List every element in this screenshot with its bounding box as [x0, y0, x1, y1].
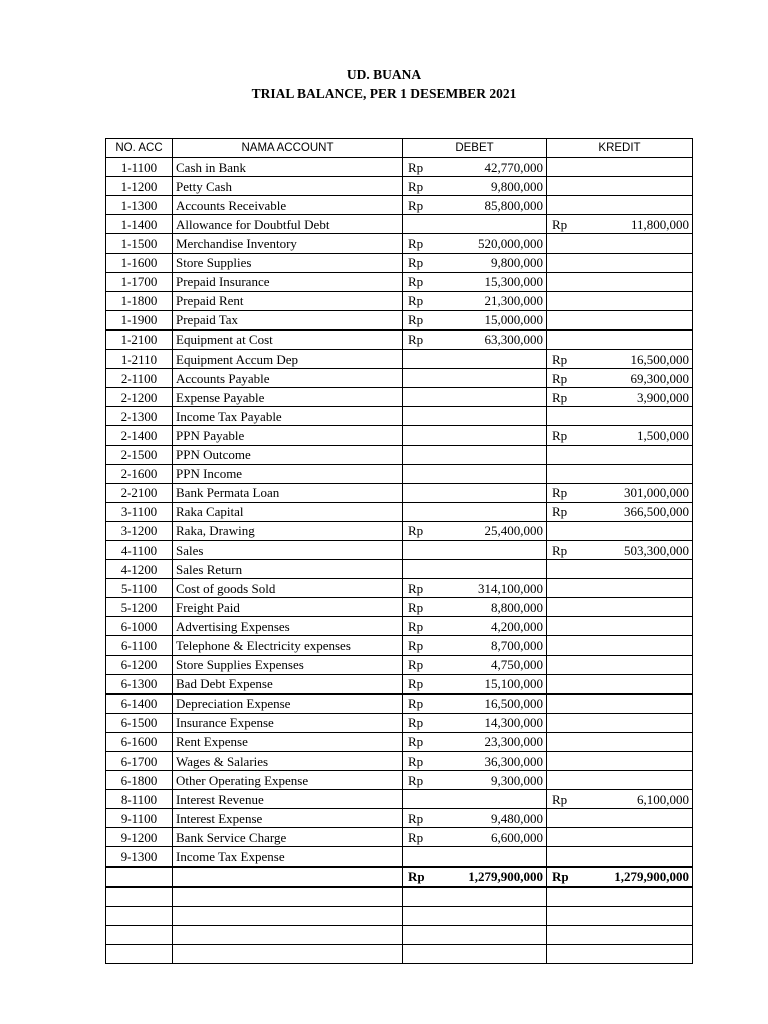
debet-amount: [436, 560, 547, 579]
table-row: [106, 598, 693, 617]
debet-currency: Rp: [403, 713, 436, 732]
debet-amount: 36,300,000: [436, 752, 547, 771]
debet-amount: 15,100,000: [436, 674, 547, 694]
table-row: [106, 388, 693, 407]
blank-cell: [403, 925, 547, 944]
kredit-currency: [547, 847, 580, 867]
table-row: [106, 771, 693, 790]
kredit-amount: [580, 272, 693, 291]
account-number: 6-1300: [106, 674, 173, 694]
debet-currency: Rp: [403, 196, 436, 215]
debet-amount: 85,800,000: [436, 196, 547, 215]
kredit-amount: 503,300,000: [580, 540, 693, 559]
kredit-amount: [580, 617, 693, 636]
account-name: Accounts Payable: [173, 369, 403, 388]
kredit-currency: [547, 445, 580, 464]
kredit-amount: [580, 694, 693, 714]
account-number: 1-2100: [106, 330, 173, 350]
report-title: TRIAL BALANCE, PER 1 DESEMBER 2021: [251, 86, 517, 101]
kredit-amount: [580, 407, 693, 426]
account-number: 1-2110: [106, 350, 173, 369]
table-row: [106, 828, 693, 847]
kredit-currency: [547, 464, 580, 483]
total-debet-currency: Rp: [403, 867, 436, 887]
table-row: [106, 291, 693, 310]
table-row: [106, 369, 693, 388]
account-name: Insurance Expense: [173, 713, 403, 732]
kredit-currency: Rp: [547, 540, 580, 559]
debet-currency: Rp: [403, 771, 436, 790]
header-debet: DEBET: [403, 139, 547, 158]
debet-amount: [436, 426, 547, 445]
table-row: [106, 502, 693, 521]
account-name: Accounts Receivable: [173, 196, 403, 215]
blank-cell: [106, 944, 173, 963]
kredit-amount: [580, 330, 693, 350]
table-row: [106, 540, 693, 559]
kredit-amount: [580, 253, 693, 272]
debet-amount: 4,750,000: [436, 655, 547, 674]
debet-amount: 25,400,000: [436, 521, 547, 540]
account-name: Freight Paid: [173, 598, 403, 617]
debet-currency: [403, 445, 436, 464]
account-name: Cash in Bank: [173, 158, 403, 177]
total-debet-amount: 1,279,900,000: [436, 867, 547, 887]
debet-amount: 9,800,000: [436, 253, 547, 272]
debet-currency: Rp: [403, 598, 436, 617]
table-row: [106, 196, 693, 215]
account-name: Interest Expense: [173, 809, 403, 828]
blank-row: [106, 944, 693, 963]
debet-amount: [436, 369, 547, 388]
debet-amount: 42,770,000: [436, 158, 547, 177]
table-row: [106, 732, 693, 751]
account-number: 6-1100: [106, 636, 173, 655]
blank-cell: [403, 887, 547, 907]
account-name: Sales: [173, 540, 403, 559]
kredit-amount: 366,500,000: [580, 502, 693, 521]
table-row: [106, 350, 693, 369]
kredit-currency: [547, 752, 580, 771]
blank-cell: [403, 944, 547, 963]
debet-currency: [403, 502, 436, 521]
trial-balance-table: [105, 138, 693, 964]
debet-currency: [403, 215, 436, 234]
kredit-currency: [547, 828, 580, 847]
kredit-currency: [547, 177, 580, 196]
kredit-currency: Rp: [547, 483, 580, 502]
kredit-amount: [580, 196, 693, 215]
account-name: Wages & Salaries: [173, 752, 403, 771]
kredit-currency: Rp: [547, 350, 580, 369]
account-name: Income Tax Payable: [173, 407, 403, 426]
account-name: Allowance for Doubtful Debt: [173, 215, 403, 234]
blank-cell: [106, 906, 173, 925]
table-row: [106, 445, 693, 464]
debet-currency: Rp: [403, 636, 436, 655]
account-name: Raka Capital: [173, 502, 403, 521]
account-number: 6-1700: [106, 752, 173, 771]
kredit-amount: [580, 752, 693, 771]
debet-amount: 14,300,000: [436, 713, 547, 732]
debet-currency: Rp: [403, 234, 436, 253]
total-blank-2: [173, 867, 403, 887]
account-name: Prepaid Rent: [173, 291, 403, 310]
kredit-currency: [547, 636, 580, 655]
table-row: [106, 234, 693, 253]
table-row: [106, 483, 693, 502]
debet-amount: 15,300,000: [436, 272, 547, 291]
debet-amount: 21,300,000: [436, 291, 547, 310]
kredit-amount: [580, 598, 693, 617]
kredit-currency: Rp: [547, 502, 580, 521]
account-number: 1-1500: [106, 234, 173, 253]
account-name: Other Operating Expense: [173, 771, 403, 790]
account-number: 4-1100: [106, 540, 173, 559]
table-row: [106, 655, 693, 674]
account-number: 5-1100: [106, 579, 173, 598]
account-name: PPN Income: [173, 464, 403, 483]
debet-currency: [403, 540, 436, 559]
debet-amount: [436, 388, 547, 407]
header-kredit: KREDIT: [547, 139, 693, 158]
account-name: Equipment at Cost: [173, 330, 403, 350]
account-number: 6-1200: [106, 655, 173, 674]
kredit-currency: [547, 598, 580, 617]
blank-cell: [547, 944, 693, 963]
account-name: Telephone & Electricity expenses: [173, 636, 403, 655]
debet-amount: 8,700,000: [436, 636, 547, 655]
account-number: 2-1500: [106, 445, 173, 464]
debet-currency: [403, 350, 436, 369]
kredit-amount: [580, 291, 693, 310]
account-number: 4-1200: [106, 560, 173, 579]
kredit-amount: 1,500,000: [580, 426, 693, 445]
account-number: 6-1600: [106, 732, 173, 751]
kredit-currency: [547, 655, 580, 674]
table-row: [106, 617, 693, 636]
kredit-currency: [547, 732, 580, 751]
account-name: Interest Revenue: [173, 790, 403, 809]
debet-currency: Rp: [403, 809, 436, 828]
account-number: 2-1100: [106, 369, 173, 388]
kredit-currency: [547, 310, 580, 330]
table-row: [106, 330, 693, 350]
debet-amount: [436, 847, 547, 867]
debet-currency: [403, 847, 436, 867]
debet-currency: Rp: [403, 253, 436, 272]
kredit-currency: [547, 196, 580, 215]
account-number: 6-1400: [106, 694, 173, 714]
debet-amount: 9,800,000: [436, 177, 547, 196]
kredit-currency: [547, 521, 580, 540]
table-row: [106, 809, 693, 828]
debet-currency: Rp: [403, 177, 436, 196]
account-name: Bank Permata Loan: [173, 483, 403, 502]
debet-amount: [436, 483, 547, 502]
table-row: [106, 158, 693, 177]
total-kredit-currency: Rp: [547, 867, 580, 887]
debet-amount: [436, 350, 547, 369]
account-number: 9-1100: [106, 809, 173, 828]
account-name: Advertising Expenses: [173, 617, 403, 636]
account-name: PPN Outcome: [173, 445, 403, 464]
debet-amount: 9,480,000: [436, 809, 547, 828]
account-name: Cost of goods Sold: [173, 579, 403, 598]
blank-cell: [106, 925, 173, 944]
blank-row: [106, 906, 693, 925]
kredit-amount: [580, 828, 693, 847]
kredit-amount: [580, 310, 693, 330]
table-row: [106, 752, 693, 771]
kredit-amount: 3,900,000: [580, 388, 693, 407]
debet-amount: 314,100,000: [436, 579, 547, 598]
account-name: Merchandise Inventory: [173, 234, 403, 253]
kredit-amount: 301,000,000: [580, 483, 693, 502]
kredit-currency: [547, 330, 580, 350]
debet-amount: [436, 407, 547, 426]
kredit-currency: [547, 291, 580, 310]
debet-amount: 4,200,000: [436, 617, 547, 636]
kredit-amount: 16,500,000: [580, 350, 693, 369]
account-number: 1-1300: [106, 196, 173, 215]
kredit-currency: [547, 407, 580, 426]
account-name: Sales Return: [173, 560, 403, 579]
kredit-amount: [580, 809, 693, 828]
table-row: [106, 694, 693, 714]
kredit-amount: [580, 674, 693, 694]
kredit-currency: [547, 272, 580, 291]
blank-cell: [106, 887, 173, 907]
account-number: 1-1600: [106, 253, 173, 272]
account-number: 2-1200: [106, 388, 173, 407]
account-number: 2-1400: [106, 426, 173, 445]
header-nama-account: NAMA ACCOUNT: [173, 139, 403, 158]
table-row: [106, 636, 693, 655]
account-name: Income Tax Expense: [173, 847, 403, 867]
table-row: [106, 407, 693, 426]
debet-currency: Rp: [403, 579, 436, 598]
account-name: Store Supplies Expenses: [173, 655, 403, 674]
table-row: [106, 790, 693, 809]
kredit-currency: [547, 579, 580, 598]
kredit-amount: 11,800,000: [580, 215, 693, 234]
account-number: 1-1100: [106, 158, 173, 177]
account-number: 2-1600: [106, 464, 173, 483]
kredit-amount: [580, 158, 693, 177]
debet-amount: [436, 215, 547, 234]
account-number: 9-1300: [106, 847, 173, 867]
kredit-amount: [580, 713, 693, 732]
debet-currency: Rp: [403, 674, 436, 694]
kredit-currency: Rp: [547, 790, 580, 809]
account-number: 6-1800: [106, 771, 173, 790]
kredit-amount: [580, 732, 693, 751]
debet-amount: 8,800,000: [436, 598, 547, 617]
kredit-currency: [547, 617, 580, 636]
account-number: 1-1400: [106, 215, 173, 234]
account-number: 1-1200: [106, 177, 173, 196]
account-number: 2-2100: [106, 483, 173, 502]
kredit-currency: Rp: [547, 426, 580, 445]
blank-cell: [173, 887, 403, 907]
header-no-acc: NO. ACC: [106, 139, 173, 158]
debet-amount: 63,300,000: [436, 330, 547, 350]
kredit-amount: [580, 177, 693, 196]
table-header-row: [106, 139, 693, 158]
kredit-amount: [580, 464, 693, 483]
kredit-currency: [547, 674, 580, 694]
kredit-amount: 6,100,000: [580, 790, 693, 809]
blank-cell: [547, 925, 693, 944]
kredit-amount: [580, 521, 693, 540]
account-name: PPN Payable: [173, 426, 403, 445]
table-row: [106, 253, 693, 272]
kredit-amount: [580, 579, 693, 598]
account-number: 8-1100: [106, 790, 173, 809]
debet-amount: [436, 790, 547, 809]
account-name: Depreciation Expense: [173, 694, 403, 714]
debet-currency: [403, 388, 436, 407]
account-name: Rent Expense: [173, 732, 403, 751]
debet-amount: [436, 540, 547, 559]
debet-currency: [403, 560, 436, 579]
kredit-amount: [580, 560, 693, 579]
total-row: [106, 867, 693, 887]
account-number: 6-1500: [106, 713, 173, 732]
kredit-currency: [547, 771, 580, 790]
kredit-amount: [580, 655, 693, 674]
debet-currency: [403, 369, 436, 388]
account-number: 1-1800: [106, 291, 173, 310]
debet-amount: 520,000,000: [436, 234, 547, 253]
kredit-currency: Rp: [547, 369, 580, 388]
table-row: [106, 177, 693, 196]
debet-currency: [403, 426, 436, 445]
account-number: 1-1900: [106, 310, 173, 330]
table-row: [106, 560, 693, 579]
blank-row: [106, 925, 693, 944]
kredit-amount: [580, 636, 693, 655]
table-row: [106, 464, 693, 483]
account-name: Prepaid Tax: [173, 310, 403, 330]
debet-currency: Rp: [403, 694, 436, 714]
account-number: 1-1700: [106, 272, 173, 291]
kredit-amount: [580, 234, 693, 253]
debet-amount: 6,600,000: [436, 828, 547, 847]
kredit-amount: [580, 445, 693, 464]
debet-currency: Rp: [403, 732, 436, 751]
debet-currency: Rp: [403, 330, 436, 350]
blank-cell: [173, 925, 403, 944]
kredit-amount: [580, 771, 693, 790]
account-number: 2-1300: [106, 407, 173, 426]
debet-currency: Rp: [403, 272, 436, 291]
debet-currency: Rp: [403, 655, 436, 674]
account-number: 3-1100: [106, 502, 173, 521]
debet-currency: [403, 407, 436, 426]
account-name: Bank Service Charge: [173, 828, 403, 847]
debet-currency: [403, 464, 436, 483]
kredit-currency: [547, 809, 580, 828]
blank-cell: [403, 906, 547, 925]
debet-currency: Rp: [403, 291, 436, 310]
debet-currency: Rp: [403, 617, 436, 636]
total-kredit-amount: 1,279,900,000: [580, 867, 693, 887]
account-number: 6-1000: [106, 617, 173, 636]
company-name: UD. BUANA: [346, 67, 422, 82]
table-row: [106, 847, 693, 867]
account-name: Bad Debt Expense: [173, 674, 403, 694]
table-row: [106, 674, 693, 694]
debet-amount: [436, 445, 547, 464]
kredit-currency: [547, 234, 580, 253]
table-row: [106, 215, 693, 234]
table-row: [106, 713, 693, 732]
debet-currency: Rp: [403, 752, 436, 771]
debet-currency: [403, 790, 436, 809]
account-name: Expense Payable: [173, 388, 403, 407]
debet-currency: [403, 483, 436, 502]
kredit-currency: Rp: [547, 388, 580, 407]
kredit-currency: [547, 560, 580, 579]
blank-cell: [173, 906, 403, 925]
account-number: 5-1200: [106, 598, 173, 617]
kredit-currency: [547, 253, 580, 272]
kredit-amount: 69,300,000: [580, 369, 693, 388]
account-name: Store Supplies: [173, 253, 403, 272]
debet-amount: 23,300,000: [436, 732, 547, 751]
table-row: [106, 272, 693, 291]
kredit-currency: [547, 713, 580, 732]
debet-amount: [436, 464, 547, 483]
total-blank-1: [106, 867, 173, 887]
kredit-currency: [547, 694, 580, 714]
debet-amount: 15,000,000: [436, 310, 547, 330]
account-name: Petty Cash: [173, 177, 403, 196]
debet-amount: [436, 502, 547, 521]
debet-currency: Rp: [403, 521, 436, 540]
account-name: Raka, Drawing: [173, 521, 403, 540]
kredit-currency: [547, 158, 580, 177]
account-name: Prepaid Insurance: [173, 272, 403, 291]
blank-cell: [547, 906, 693, 925]
account-number: 9-1200: [106, 828, 173, 847]
account-number: 3-1200: [106, 521, 173, 540]
kredit-currency: Rp: [547, 215, 580, 234]
table-row: [106, 579, 693, 598]
debet-amount: 9,300,000: [436, 771, 547, 790]
debet-currency: Rp: [403, 310, 436, 330]
account-name: Equipment Accum Dep: [173, 350, 403, 369]
table-row: [106, 426, 693, 445]
debet-amount: 16,500,000: [436, 694, 547, 714]
kredit-amount: [580, 847, 693, 867]
debet-currency: Rp: [403, 828, 436, 847]
table-row: [106, 521, 693, 540]
debet-currency: Rp: [403, 158, 436, 177]
blank-cell: [173, 944, 403, 963]
table-row: [106, 310, 693, 330]
blank-cell: [547, 887, 693, 907]
blank-row: [106, 887, 693, 907]
